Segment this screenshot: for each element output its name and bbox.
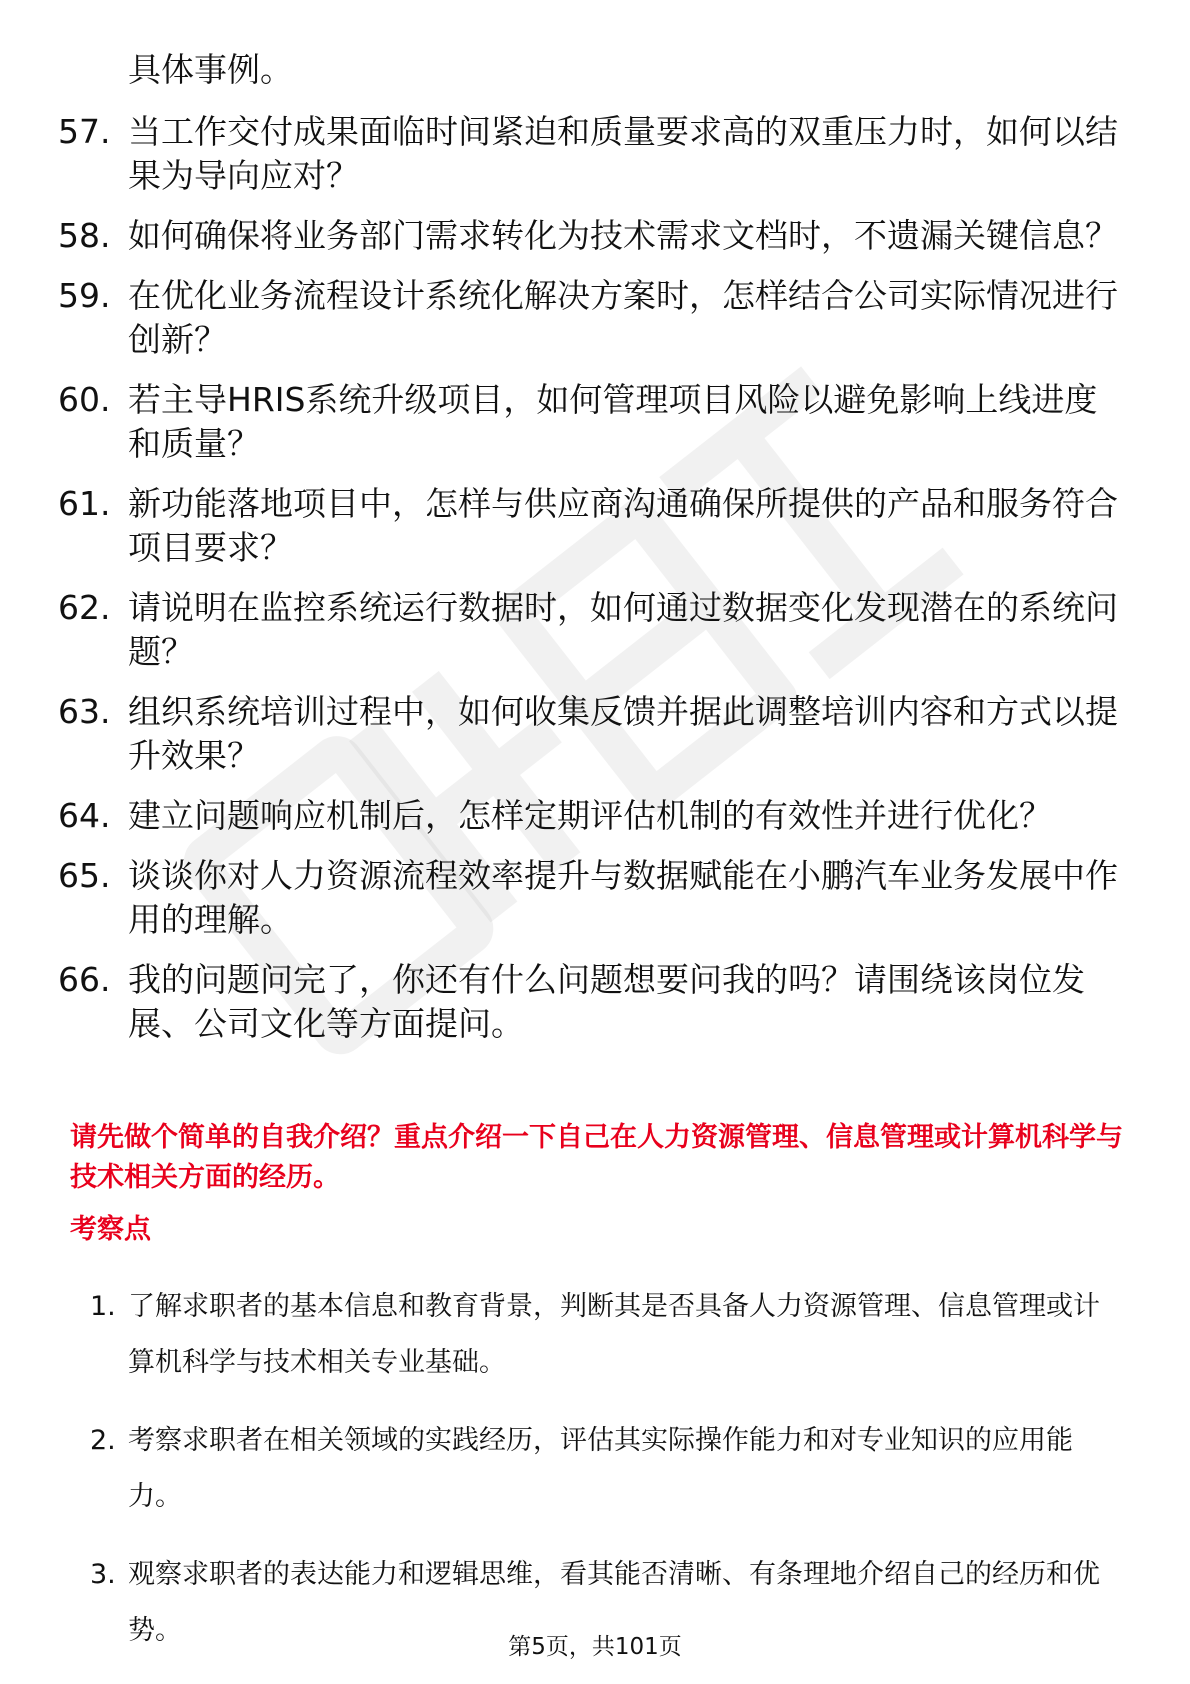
question-number: 61. <box>58 484 111 523</box>
evaluation-point <box>0 1279 1190 1391</box>
question-text: 如何确保将业务部门需求转化为技术需求文档时，不遗漏关键信息？ <box>128 216 1118 255</box>
question-text: 若主导HRIS系统升级项目，如何管理项目风险以避免影响上线进度和质量？ <box>128 380 1098 463</box>
question-text: 组织系统培训过程中，如何收集反馈并据此调整培训内容和方式以提升效果？ <box>128 692 1118 775</box>
question-text: 新功能落地项目中，怎样与供应商沟通确保所提供的产品和服务符合项目要求？ <box>128 484 1118 567</box>
point-number: 2. <box>90 1425 116 1456</box>
question-text: 建立问题响应机制后，怎样定期评估机制的有效性并进行优化？ <box>128 796 1052 835</box>
question-text: 谈谈你对人力资源流程效率提升与数据赋能在小鹏汽车业务发展中作用的理解。 <box>128 856 1118 939</box>
question-item <box>0 378 1190 466</box>
question-list <box>0 110 1190 1062</box>
question-text: 我的问题问完了，你还有什么问题想要问我的吗？请围绕该岗位发展、公司文化等方面提问。 <box>128 960 1085 1043</box>
question-item <box>0 274 1190 362</box>
question-item <box>0 482 1190 570</box>
highlight-question: 请先做个简单的自我介绍？重点介绍一下自己在人力资源管理、信息管理或计算机科学与技术相关方面的经历。 <box>70 1122 1123 1193</box>
question-number: 66. <box>58 960 111 999</box>
continued-question-text: 具体事例。 <box>128 50 293 89</box>
question-text: 在优化业务流程设计系统化解决方案时，怎样结合公司实际情况进行创新？ <box>128 276 1118 359</box>
point-text: 观察求职者的表达能力和逻辑思维，看其能否清晰、有条理地介绍自己的经历和优势。 <box>128 1559 1100 1646</box>
question-item <box>0 586 1190 674</box>
question-text: 请说明在监控系统运行数据时，如何通过数据变化发现潜在的系统问题？ <box>128 588 1118 671</box>
question-number: 65. <box>58 856 111 895</box>
question-item <box>0 794 1190 838</box>
point-number: 3. <box>90 1559 116 1590</box>
point-number: 1. <box>90 1291 116 1322</box>
question-item <box>0 958 1190 1046</box>
question-item <box>0 110 1190 198</box>
question-item <box>0 690 1190 778</box>
question-text: 当工作交付成果面临时间紧迫和质量要求高的双重压力时，如何以结果为导向应对？ <box>128 112 1118 195</box>
question-item <box>0 214 1190 258</box>
question-number: 58. <box>58 216 111 255</box>
question-number: 62. <box>58 588 111 627</box>
points-heading: 考察点 <box>70 1214 151 1245</box>
question-number: 60. <box>58 380 111 419</box>
evaluation-points-list <box>0 1279 1190 1681</box>
evaluation-point <box>0 1413 1190 1525</box>
page-footer: 第5页，共101页 <box>508 1634 682 1660</box>
question-number: 57. <box>58 112 111 151</box>
question-number: 63. <box>58 692 111 731</box>
question-number: 64. <box>58 796 111 835</box>
point-text: 考察求职者在相关领域的实践经历，评估其实际操作能力和对专业知识的应用能力。 <box>128 1425 1073 1512</box>
point-text: 了解求职者的基本信息和教育背景，判断其是否具备人力资源管理、信息管理或计算机科学与技术相关专业基础。 <box>128 1291 1100 1378</box>
question-item <box>0 854 1190 942</box>
question-number: 59. <box>58 276 111 315</box>
